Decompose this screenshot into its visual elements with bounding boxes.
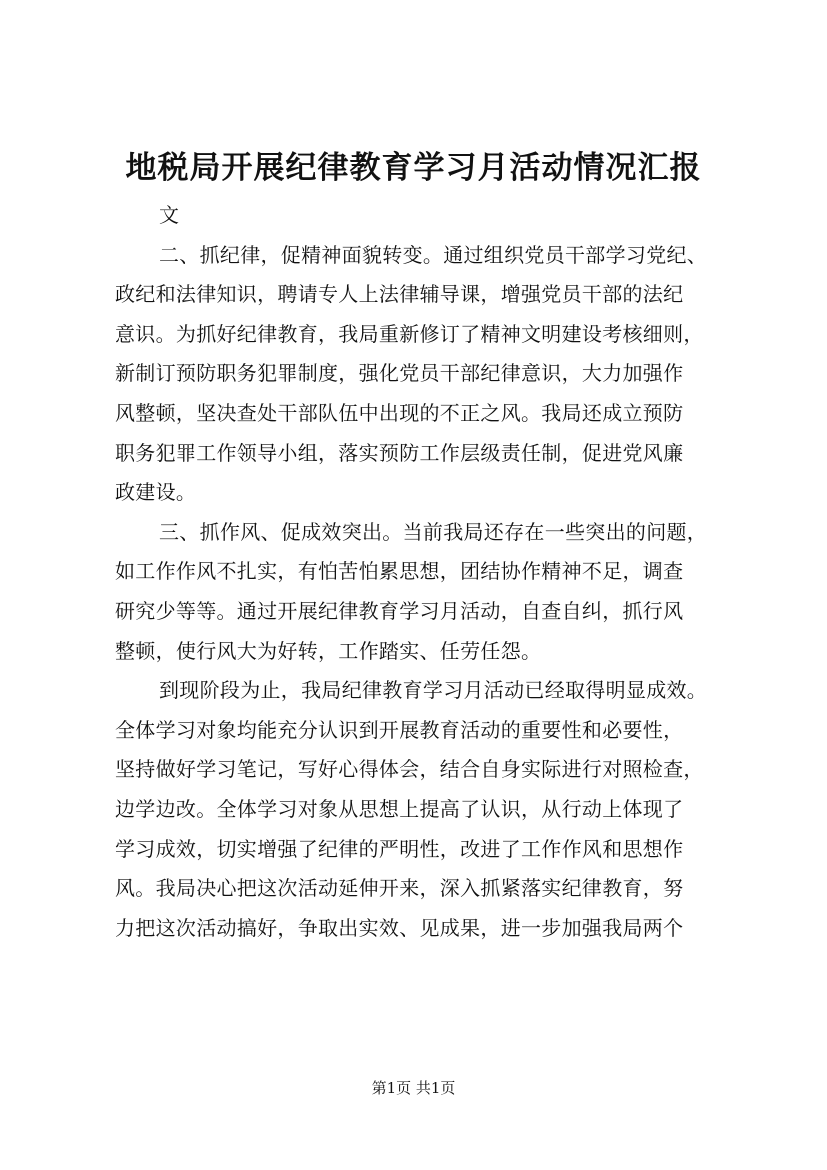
text-line: 坚持做好学习笔记，写好心得体会，结合自身实际进行对照检查，: [115, 757, 704, 782]
text-line: 边学边改。全体学习对象从思想上提高了认识，从行动上体现了: [115, 796, 684, 821]
text-line: 力把这次活动搞好，争取出实效、见成果，进一步加强我局两个: [115, 915, 684, 940]
text-line: 三、抓作风、促成效突出。当前我局还存在一些突出的问题，: [159, 519, 708, 544]
text-line: 职务犯罪工作领导小组，落实预防工作层级责任制，促进党风廉: [115, 440, 684, 465]
text-line: 到现阶段为止，我局纪律教育学习月活动已经取得明显成效。: [159, 678, 708, 703]
text-line: 整顿，使行风大为好转，工作踏实、任劳任怨。: [115, 638, 542, 663]
document-title: 地税局开展纪律教育学习月活动情况汇报: [125, 150, 702, 186]
text-line: 学习成效，切实增强了纪律的严明性，改进了工作作风和思想作: [115, 836, 684, 861]
text-line: 风。我局决心把这次活动延伸开来，深入抓紧落实纪律教育，努: [115, 876, 684, 901]
text-line: 新制订预防职务犯罪制度，强化党员干部纪律意识，大力加强作: [115, 361, 684, 386]
text-line: 如工作作风不扎实，有怕苦怕累思想，团结协作精神不足，调查: [115, 559, 684, 584]
text-line: 意识。为抓好纪律教育，我局重新修订了精神文明建设考核细则，: [115, 321, 704, 346]
document-body: [115, 196, 727, 948]
text-line: 研究少等等。通过开展纪律教育学习月活动，自查自纠，抓行风: [115, 598, 684, 623]
text-line: 风整顿，坚决查处干部队伍中出现的不正之风。我局还成立预防: [115, 400, 684, 425]
text-line: 政建设。: [115, 480, 197, 505]
text-line: 文: [159, 203, 180, 227]
page-footer: 第1页 共1页: [371, 1079, 456, 1097]
text-line: 全体学习对象均能充分认识到开展教育活动的重要性和必要性，: [115, 717, 684, 742]
text-line: 二、抓纪律，促精神面貌转变。通过组织党员干部学习党纪、: [159, 242, 708, 267]
text-line: 政纪和法律知识，聘请专人上法律辅导课，增强党员干部的法纪: [115, 282, 684, 307]
